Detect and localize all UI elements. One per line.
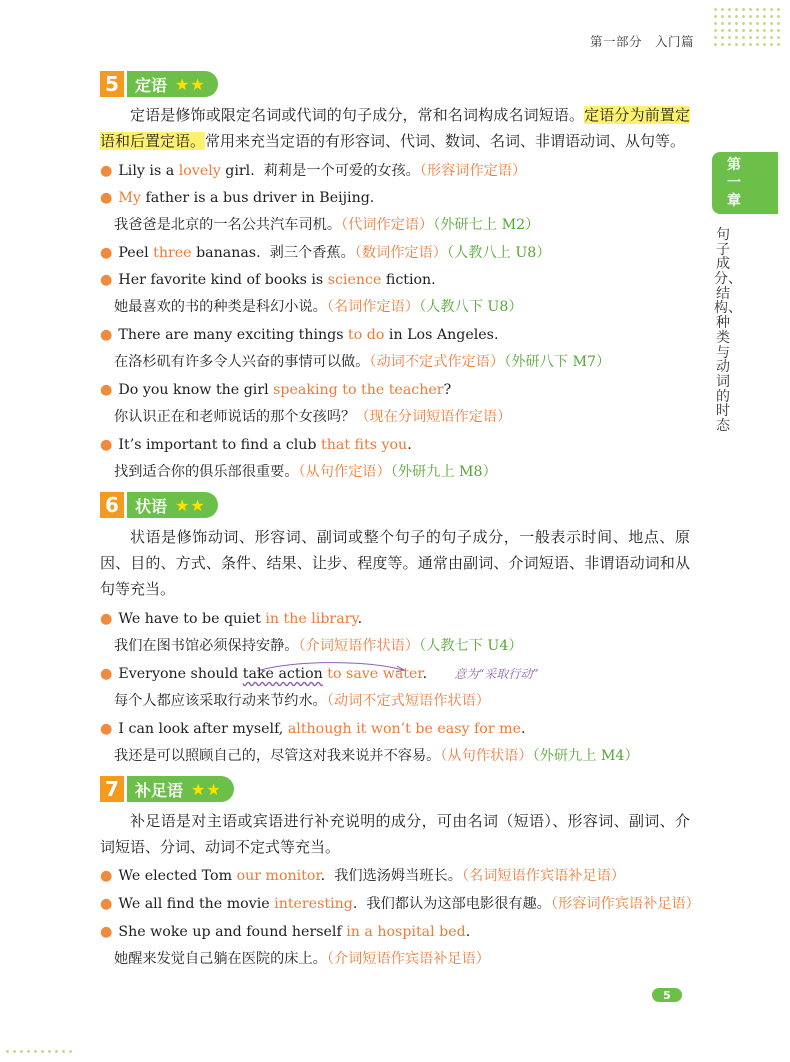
section-5-heading — [100, 71, 218, 97]
chapter-tab-char: 章 — [727, 193, 741, 210]
section-6-intro: 状语是修饰动词、形容词、副词或整个句子的句子成分，一般表示时间、地点、原因、目的、方式、条件、结果、让步、程度等。通常由副词、介词短语、非谓语动词和从句等充当。 — [100, 528, 690, 598]
zh-translation: 她最喜欢的书的种类是科幻小说。 — [114, 299, 327, 315]
example-sentence — [100, 270, 436, 290]
handwritten-note: 意为“采取行动” — [454, 667, 539, 681]
en-text: . — [352, 896, 358, 912]
textbook-source: （外研八下 M7） — [504, 354, 611, 370]
en-highlight: in a hospital bed — [346, 924, 466, 940]
textbook-source: （外研九上 M4） — [532, 748, 639, 764]
section-6-heading — [100, 492, 218, 518]
zh-translation: 你认识正在和老师说话的那个女孩吗？ — [114, 409, 356, 425]
chapter-tab-char: 一 — [727, 174, 741, 191]
en-text: . — [520, 721, 526, 737]
en-text: Her favorite kind of books is — [118, 272, 328, 288]
bullet-icon: ● — [100, 666, 113, 682]
bullet-icon: ● — [100, 924, 113, 940]
en-text: We have to be quiet — [118, 611, 266, 627]
en-text: . — [422, 666, 428, 682]
en-highlight: that fits you — [321, 437, 408, 453]
chapter-tab[interactable] — [712, 152, 778, 214]
section-title-pill — [127, 71, 218, 97]
zh-translation: 每个人都应该采取行动来节约水。 — [114, 693, 327, 709]
en-highlight: science — [327, 272, 382, 288]
en-text: It’s important to find a club — [118, 437, 322, 453]
en-text: Everyone should — [118, 666, 243, 682]
bullet-icon: ● — [100, 611, 113, 627]
textbook-source: （人教八下 U8） — [419, 299, 523, 315]
translation-line — [114, 407, 511, 427]
example-sentence — [100, 664, 539, 684]
en-text: We all find the movie — [118, 896, 275, 912]
translation-line — [114, 462, 497, 482]
grammar-note: （介词短语作状语） — [298, 638, 420, 654]
grammar-note: （名词短语作宾语补足语） — [461, 868, 626, 884]
decorative-dots-top-right — [712, 6, 784, 46]
en-text: We elected Tom — [118, 868, 237, 884]
en-text: in Los Angeles. — [384, 327, 499, 343]
en-highlight: our monitor — [236, 868, 321, 884]
en-highlight: interesting — [274, 896, 353, 912]
zh-translation: 剥三个香蕉。 — [269, 245, 355, 261]
en-highlight: lovely — [178, 163, 221, 179]
en-text: There are many exciting things — [118, 327, 349, 343]
example-sentence — [100, 243, 551, 263]
en-text: Lily is a — [118, 163, 179, 179]
translation-line — [114, 691, 490, 711]
en-text: . — [320, 868, 326, 884]
en-wavy-underlined: take action — [242, 666, 323, 682]
bullet-icon: ● — [100, 163, 113, 179]
zh-translation: 我爸爸是北京的一名公共汽车司机。 — [114, 217, 342, 233]
en-text: bananas. — [191, 245, 261, 261]
example-sentence — [100, 161, 526, 181]
en-highlight: to do — [348, 327, 385, 343]
en-highlight: although it won’t be easy for me — [287, 721, 521, 737]
bullet-icon: ● — [100, 272, 113, 288]
en-text: girl. — [220, 163, 255, 179]
example-sentence — [100, 609, 362, 629]
grammar-note: （形容词作宾语补足语） — [550, 896, 700, 912]
bullet-icon: ● — [100, 190, 113, 206]
en-text: . — [407, 437, 412, 453]
example-sentence — [100, 188, 374, 208]
section-title: 补足语 — [135, 780, 184, 800]
section-title-pill — [127, 776, 234, 802]
translation-line — [114, 352, 610, 372]
bullet-icon: ● — [100, 382, 113, 398]
zh-translation: 莉莉是一个可爱的女孩。 — [263, 163, 420, 179]
zh-translation: 我还是可以照顾自己的，尽管这对我来说并不容易。 — [114, 748, 441, 764]
grammar-note: （数词作定语） — [354, 245, 447, 261]
running-header: 第一部分 入门篇 — [589, 34, 694, 49]
translation-line — [114, 297, 523, 317]
textbook-source: （外研九上 M8） — [390, 464, 497, 480]
textbook-source: （人教七下 U4） — [419, 638, 523, 654]
grammar-note: （从句作定语） — [298, 464, 391, 480]
highlighted-text: 定语分为前置定语和后置定语。 — [100, 106, 690, 150]
zh-translation: 在洛杉矶有许多令人兴奋的事情可以做。 — [114, 354, 370, 370]
zh-translation: 她醒来发觉自己躺在医院的床上。 — [114, 951, 327, 967]
section-number: 5 — [100, 71, 124, 97]
zh-translation: 我们在图书馆必须保持安静。 — [114, 638, 299, 654]
section-5-intro — [100, 102, 690, 154]
bullet-icon: ● — [100, 868, 113, 884]
en-text: ? — [443, 382, 452, 398]
grammar-note: （动词不定式短语作状语） — [326, 693, 490, 709]
section-7-intro: 补足语是对主语或宾语进行补充说明的成分，可由名词（短语）、形容词、副词、介词短语、分词、动词不定式等充当。 — [100, 812, 690, 856]
translation-line — [114, 746, 639, 766]
star-icon: ★★ — [191, 779, 222, 799]
en-highlight: in the library — [265, 611, 358, 627]
textbook-source: （人教八上 U8） — [447, 245, 551, 261]
en-highlight: three — [153, 245, 192, 261]
page-number: 5 — [652, 988, 682, 1002]
en-highlight: to save water — [327, 666, 423, 682]
zh-translation: 我们都认为这部电影很有趣。 — [366, 896, 551, 912]
grammar-note: （介词短语作宾语补足语） — [326, 951, 490, 967]
grammar-note: （形容词作定语） — [419, 163, 527, 179]
grammar-note: （名词作定语） — [326, 299, 420, 315]
section-number: 6 — [100, 492, 124, 518]
decorative-dots-bottom-left — [4, 1048, 76, 1056]
zh-translation: 找到适合你的俱乐部很重要。 — [114, 464, 299, 480]
example-sentence — [100, 866, 625, 886]
translation-line — [114, 636, 523, 656]
en-text: fiction. — [381, 272, 436, 288]
section-title-pill — [127, 492, 218, 518]
grammar-note: （从句作状语） — [440, 748, 533, 764]
section-7-heading — [100, 776, 234, 802]
en-highlight: speaking to the teacher — [273, 382, 444, 398]
example-sentence — [100, 325, 498, 345]
example-sentence — [100, 435, 412, 455]
example-sentence — [100, 719, 525, 739]
section-title: 定语 — [135, 75, 168, 95]
section-title: 状语 — [135, 496, 168, 516]
star-icon: ★★ — [175, 74, 206, 94]
translation-line — [114, 215, 539, 235]
bullet-icon: ● — [100, 437, 113, 453]
en-text: I can look after myself, — [118, 721, 288, 737]
en-text: . — [465, 924, 471, 940]
grammar-note: （现在分词短语作定语） — [355, 409, 512, 425]
grammar-note: （代词作定语） — [341, 217, 434, 233]
grammar-note: （动词不定式作定语） — [369, 354, 505, 370]
en-text: . — [357, 611, 363, 627]
example-sentence — [100, 894, 700, 914]
intro-text: 常用来充当定语的有形容词、代词、数词、名词、非谓语动词、从句等。 — [205, 132, 686, 150]
translation-line — [114, 949, 490, 969]
example-sentence — [100, 380, 451, 400]
en-text: She woke up and found herself — [118, 924, 347, 940]
en-text: Peel — [118, 245, 154, 261]
bullet-icon: ● — [100, 721, 113, 737]
star-icon: ★★ — [175, 495, 206, 515]
en-highlight: My — [118, 190, 141, 206]
example-sentence — [100, 922, 470, 942]
bullet-icon: ● — [100, 896, 113, 912]
bullet-icon: ● — [100, 245, 113, 261]
section-number: 7 — [100, 776, 124, 802]
en-text: father is a bus driver in Beijing. — [140, 190, 375, 206]
chapter-title-vertical: 句子成分、结构、种类与动词的时态 — [714, 227, 742, 434]
textbook-source: （外研七上 M2） — [433, 217, 540, 233]
en-text: Do you know the girl — [118, 382, 274, 398]
bullet-icon: ● — [100, 327, 113, 343]
zh-translation: 我们选汤姆当班长。 — [334, 868, 462, 884]
intro-text: 定语是修饰或限定名词或代词的句子成分，常和名词构成名词短语。 — [130, 106, 585, 124]
chapter-tab-char: 第 — [727, 156, 741, 173]
